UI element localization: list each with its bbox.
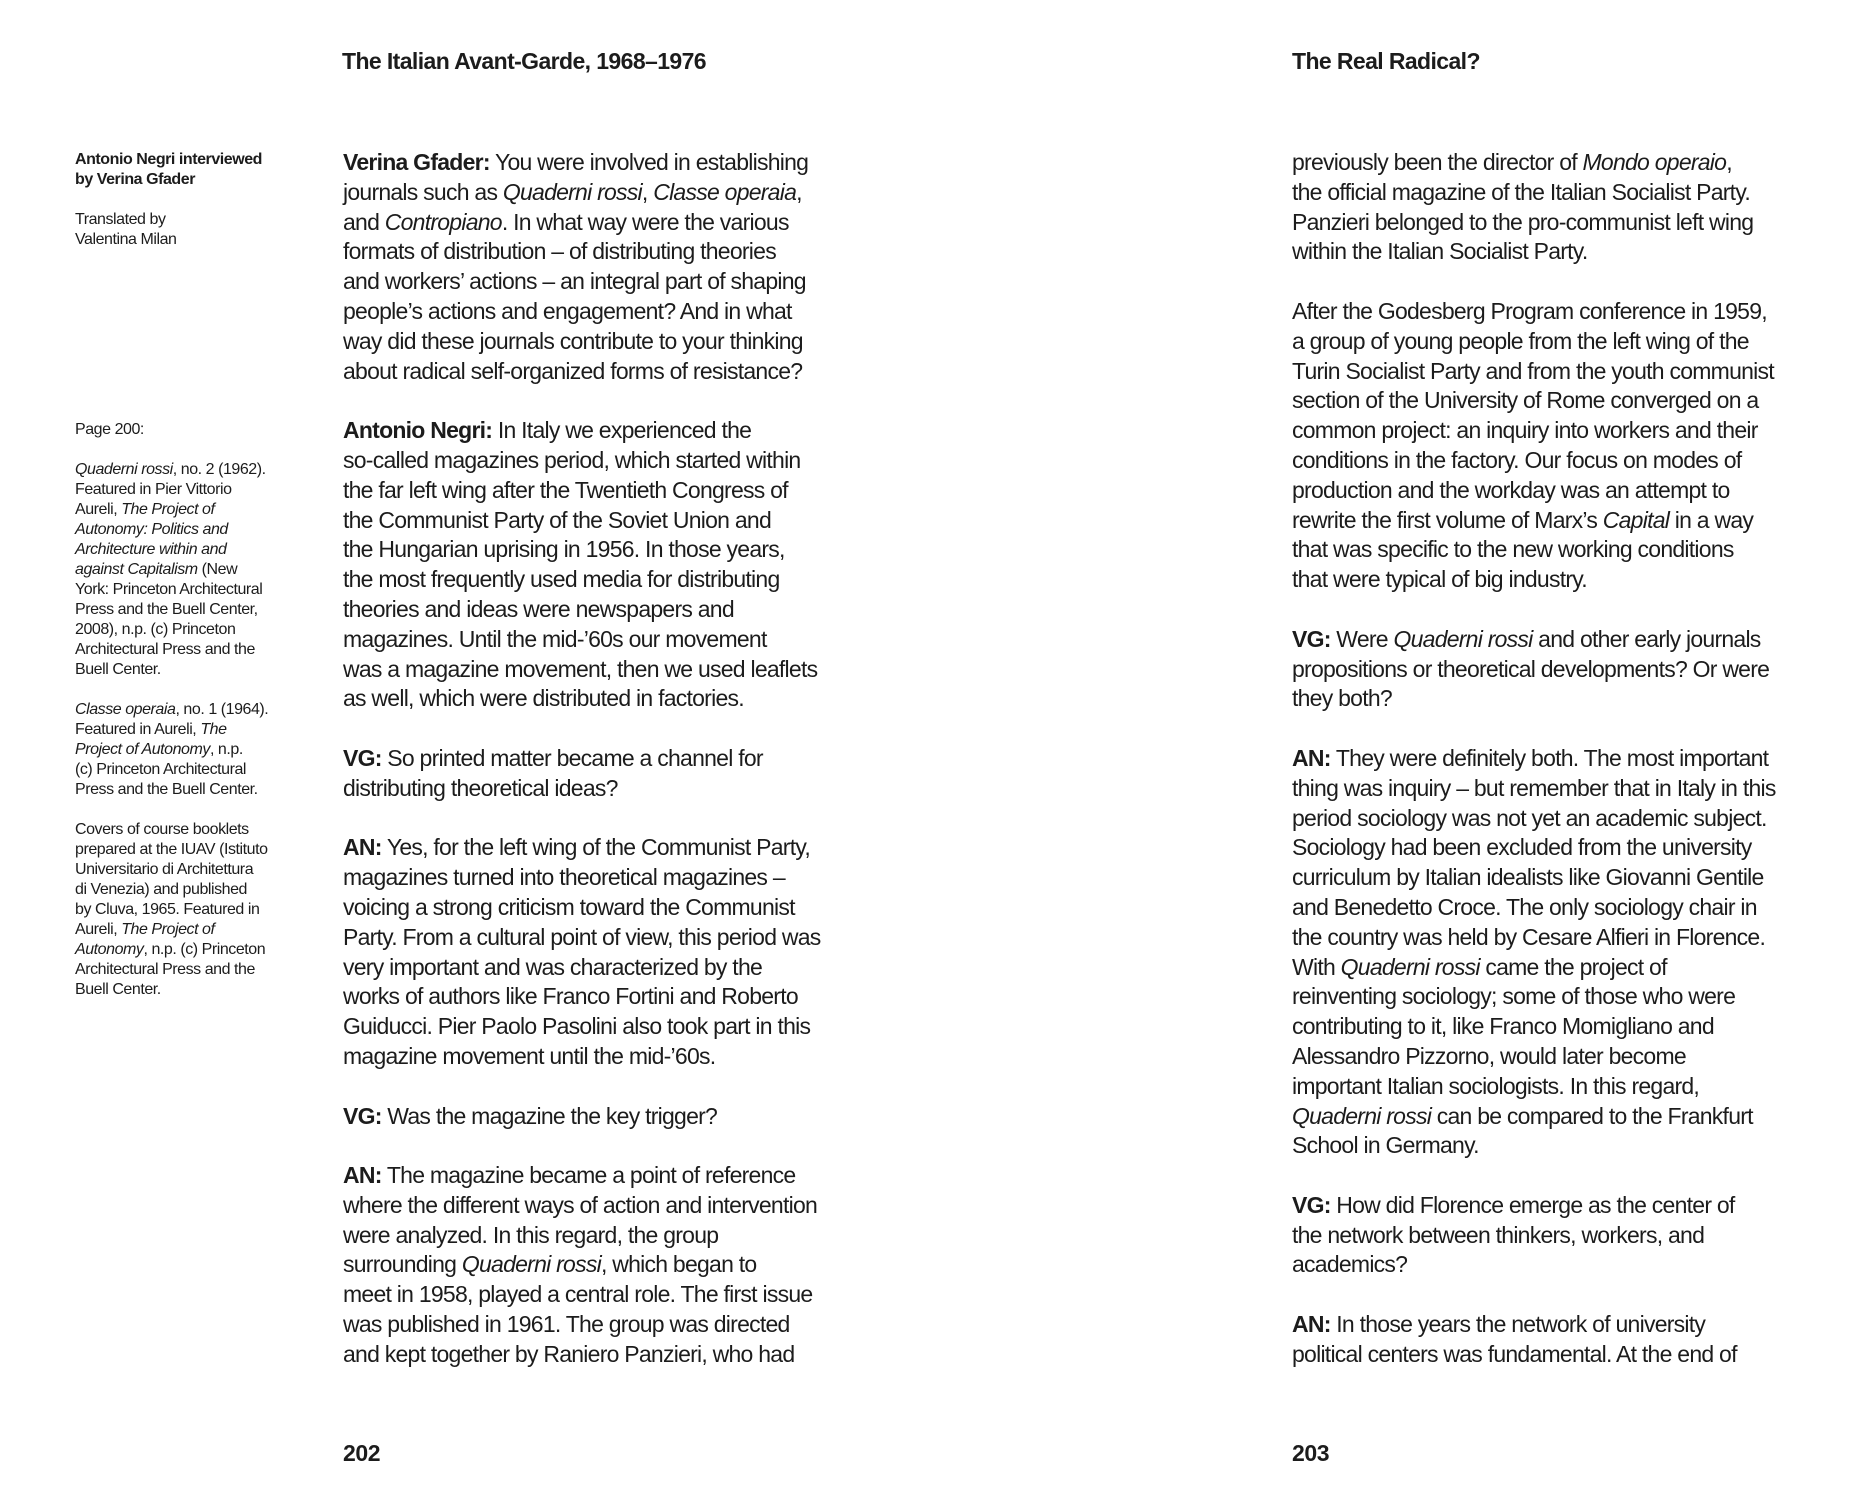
text-line: [1292, 1310, 1832, 1340]
italic-title: Autonomy: [75, 941, 144, 958]
text-line: [343, 535, 883, 565]
caption-line: [75, 480, 300, 500]
caption-line: [75, 620, 300, 640]
speaker-label: AN:: [343, 834, 382, 861]
caption-line: [75, 660, 300, 680]
text-run: the country was held by Cesare Alfieri in Florence.: [1292, 923, 1766, 950]
text-run: , no. 1 (1964).: [175, 701, 269, 718]
text-line: [343, 595, 883, 625]
credit-title-line: by Verina Gfader: [75, 171, 195, 188]
interview-paragraph: [343, 744, 883, 804]
caption-line: [75, 960, 300, 980]
caption-line: [75, 900, 300, 920]
text-line: [343, 833, 883, 863]
text-run: and workers’ actions – an integral part of shaping: [343, 268, 806, 295]
interview-paragraph: [343, 833, 883, 1071]
text-run: about radical self-organized forms of resistance?: [343, 357, 803, 384]
text-run: distributing theoretical ideas?: [343, 774, 618, 801]
text-line: [343, 655, 883, 685]
caption-line: [75, 740, 300, 760]
text-run: In Italy we experienced the: [492, 417, 752, 444]
text-line: [343, 1310, 883, 1340]
text-run: (New: [197, 561, 238, 578]
text-run: , n.p.: [209, 741, 243, 758]
text-line: [1292, 1191, 1832, 1221]
text-line: [1292, 327, 1832, 357]
text-run: the Communist Party of the Soviet Union and: [343, 506, 771, 533]
interview-paragraph: [343, 148, 883, 386]
italic-title: Contropiano: [384, 208, 502, 235]
text-run: common project: an inquiry into workers and their: [1292, 417, 1758, 444]
text-line: [1292, 208, 1832, 238]
interview-paragraph: [343, 416, 883, 714]
text-run: and: [343, 208, 385, 235]
caption-line: [75, 560, 300, 580]
caption-line: [75, 780, 300, 800]
text-run: (c) Princeton Architectural: [75, 761, 247, 778]
italic-title: against Capitalism: [75, 561, 198, 578]
italic-title: Quaderni rossi: [1340, 953, 1480, 980]
text-run: contributing to it, like Franco Momigliano and: [1292, 1013, 1714, 1040]
text-run: the official magazine of the Italian Socialist Party.: [1292, 178, 1750, 205]
translator-line: Valentina Milan: [75, 231, 177, 248]
text-run: ,: [1726, 149, 1732, 175]
text-run: Alessandro Pizzorno, would later become: [1292, 1042, 1686, 1069]
text-run: formats of distribution – of distributing theories: [343, 238, 776, 265]
text-line: [343, 416, 883, 446]
text-line: [1292, 744, 1832, 774]
text-run: conditions in the factory. Our focus on modes of: [1292, 446, 1742, 473]
caption-line: [75, 860, 300, 880]
text-line: [1292, 1102, 1832, 1132]
text-line: [1292, 1221, 1832, 1251]
text-line: [1292, 1340, 1832, 1370]
translator-credit: [75, 210, 300, 250]
interview-paragraph: [1292, 1310, 1832, 1370]
left-body-column: [343, 148, 883, 1399]
text-run: so-called magazines period, which started within: [343, 446, 801, 473]
caption-line: [75, 760, 300, 780]
caption-line: [75, 880, 300, 900]
text-run: rewrite the first volume of Marx’s: [1292, 506, 1603, 533]
text-run: and kept together by Raniero Panzieri, who had: [343, 1340, 795, 1367]
text-run: Universitario di Architettura: [75, 861, 254, 878]
italic-title: Quaderni rossi: [461, 1251, 601, 1278]
text-run: propositions or theoretical developments? Or were: [1292, 655, 1770, 682]
caption-line: [75, 520, 300, 540]
image-caption: [75, 700, 300, 800]
text-run: Were: [1330, 625, 1394, 652]
speaker-label: VG:: [1292, 1191, 1331, 1218]
interview-paragraph: [343, 1102, 883, 1132]
captions-list: [75, 460, 300, 1000]
text-line: [343, 982, 883, 1012]
text-line: [343, 178, 883, 208]
caption-line: [75, 820, 300, 840]
text-run: Aureli,: [75, 921, 122, 938]
text-line: [1292, 506, 1832, 536]
text-line: [343, 1221, 883, 1251]
sidebar-notes: [75, 150, 300, 998]
text-run: , n.p. (c) Princeton: [143, 941, 266, 958]
text-run: Architectural Press and the: [75, 641, 255, 658]
speaker-label: AN:: [1292, 1311, 1331, 1338]
text-run: period sociology was not yet an academic subject.: [1292, 804, 1767, 831]
text-run: School in Germany.: [1292, 1132, 1479, 1159]
text-run: and other early journals: [1532, 625, 1761, 652]
text-line: [343, 1102, 883, 1132]
text-run: surrounding: [343, 1251, 462, 1278]
text-run: academics?: [1292, 1251, 1408, 1278]
text-line: [343, 267, 883, 297]
text-run: previously been the director of: [1292, 149, 1583, 175]
text-line: [343, 684, 883, 714]
speaker-label: VG:: [343, 744, 382, 771]
text-line: [1292, 148, 1832, 178]
text-run: by Cluva, 1965. Featured in: [75, 901, 260, 918]
italic-title: The Project of: [121, 921, 215, 938]
text-run: they both?: [1292, 685, 1392, 712]
text-line: [343, 1161, 883, 1191]
text-run: came the project of: [1479, 953, 1667, 980]
caption-line: [75, 700, 300, 720]
text-line: [1292, 386, 1832, 416]
speaker-label: Antonio Negri:: [343, 417, 493, 444]
text-run: How did Florence emerge as the center of: [1330, 1191, 1735, 1218]
text-run: and Benedetto Croce. The only sociology chair in: [1292, 893, 1757, 920]
text-line: [343, 1250, 883, 1280]
text-run: can be compared to the Frankfurt: [1431, 1102, 1753, 1129]
text-run: important Italian sociologists. In this regard,: [1292, 1072, 1700, 1099]
text-run: , no. 2 (1962).: [172, 461, 266, 478]
caption-line: [75, 540, 300, 560]
text-run: the most frequently used media for distributing: [343, 566, 780, 593]
image-caption: [75, 820, 300, 1000]
text-line: [343, 1280, 883, 1310]
text-line: [343, 923, 883, 953]
text-run: So printed matter became a channel for: [381, 744, 763, 771]
text-line: [1292, 625, 1832, 655]
caption-line: [75, 640, 300, 660]
text-run: the far left wing after the Twentieth Congress of: [343, 476, 788, 503]
text-line: [343, 357, 883, 387]
text-run: magazine movement until the mid-’60s.: [343, 1042, 716, 1069]
text-line: [1292, 297, 1832, 327]
text-run: Architectural Press and the: [75, 961, 255, 978]
text-line: [1292, 1250, 1832, 1280]
image-captions: [75, 420, 300, 1020]
interview-paragraph: [1292, 744, 1832, 1161]
text-run: thing was inquiry – but remember that in Italy in this: [1292, 774, 1776, 801]
text-line: [1292, 982, 1832, 1012]
caption-line: [75, 500, 300, 520]
text-run: Press and the Buell Center.: [75, 781, 258, 798]
text-line: [343, 744, 883, 774]
text-line: [1292, 953, 1832, 983]
text-line: [1292, 684, 1832, 714]
text-line: [343, 1191, 883, 1221]
text-line: [343, 297, 883, 327]
text-line: [343, 953, 883, 983]
text-line: [343, 893, 883, 923]
italic-title: Quaderni rossi: [75, 461, 173, 478]
text-line: [1292, 893, 1832, 923]
text-line: [1292, 357, 1832, 387]
text-line: [343, 774, 883, 804]
caption-line: [75, 980, 300, 1000]
italic-title: Quaderni rossi: [1393, 625, 1533, 652]
text-run: where the different ways of action and intervention: [343, 1191, 818, 1218]
text-run: that was specific to the new working conditions: [1292, 536, 1734, 563]
right-page-number: 203: [1292, 1440, 1330, 1466]
speaker-label: VG:: [343, 1102, 382, 1129]
text-run: curriculum by Italian idealists like Giovanni Gentile: [1292, 864, 1764, 891]
image-caption: [75, 460, 300, 680]
text-line: [1292, 416, 1832, 446]
italic-title: Capital: [1602, 506, 1670, 533]
text-run: reinventing sociology; some of those who were: [1292, 983, 1736, 1010]
text-line: [1292, 1042, 1832, 1072]
text-run: York: Princeton Architectural: [75, 581, 263, 598]
italic-title: Autonomy: Politics and: [75, 521, 228, 538]
text-line: [343, 1340, 883, 1370]
right-running-head: The Real Radical?: [1292, 48, 1480, 74]
text-run: , which began to: [600, 1251, 757, 1278]
caption-line: [75, 580, 300, 600]
italic-title: Project of Autonomy: [75, 741, 210, 758]
interview-paragraph: [343, 1161, 883, 1370]
text-run: They were definitely both. The most important: [1330, 744, 1769, 771]
text-run: very important and was characterized by the: [343, 953, 763, 980]
text-run: the network between thinkers, workers, and: [1292, 1221, 1705, 1248]
text-run: Buell Center.: [75, 661, 161, 678]
text-line: [1292, 1012, 1832, 1042]
text-run: that were typical of big industry.: [1292, 566, 1587, 593]
text-line: [1292, 833, 1832, 863]
caption-line: [75, 460, 300, 480]
text-run: a group of young people from the left wing of the: [1292, 327, 1749, 354]
text-run: the Hungarian uprising in 1956. In those years,: [343, 536, 785, 563]
caption-line: [75, 720, 300, 740]
credit-title-line: Antonio Negri interviewed: [75, 151, 262, 168]
text-line: [343, 327, 883, 357]
interview-paragraph: [1292, 1191, 1832, 1280]
text-run: within the Italian Socialist Party.: [1292, 238, 1588, 265]
text-run: way did these journals contribute to your thinking: [343, 327, 803, 354]
caption-line: [75, 600, 300, 620]
speaker-label: Verina Gfader:: [343, 149, 490, 175]
speaker-label: VG:: [1292, 625, 1331, 652]
translator-line: Translated by: [75, 211, 166, 228]
text-run: With: [1292, 953, 1341, 980]
text-run: ,: [641, 178, 654, 205]
text-line: [1292, 804, 1832, 834]
text-run: journals such as: [343, 178, 503, 205]
text-run: The magazine became a point of reference: [381, 1162, 796, 1189]
caption-line: [75, 840, 300, 860]
text-run: political centers was fundamental. At the end of: [1292, 1340, 1737, 1367]
left-page-number: 202: [343, 1440, 381, 1466]
italic-title: Quaderni rossi: [1292, 1102, 1432, 1129]
text-line: [343, 1042, 883, 1072]
text-run: Sociology had been excluded from the university: [1292, 834, 1752, 861]
text-run: prepared at the IUAV (Istituto: [75, 841, 268, 858]
text-line: [343, 625, 883, 655]
text-run: Aureli,: [75, 501, 122, 518]
text-run: Party. From a cultural point of view, this period was: [343, 923, 821, 950]
right-body-column: [1292, 148, 1832, 1399]
text-run: Buell Center.: [75, 981, 161, 998]
caption-line: [75, 920, 300, 940]
italic-title: The: [200, 721, 227, 738]
text-run: Was the magazine the key trigger?: [381, 1102, 718, 1129]
text-line: [1292, 923, 1832, 953]
text-run: theories and ideas were newspapers and: [343, 595, 734, 622]
text-run: Featured in Aureli,: [75, 721, 201, 738]
text-line: [1292, 1072, 1832, 1102]
interview-paragraph: [1292, 148, 1832, 267]
text-line: [1292, 535, 1832, 565]
text-run: In those years the network of university: [1330, 1311, 1706, 1338]
text-run: ,: [796, 178, 802, 205]
text-run: . In what way were the various: [501, 208, 789, 235]
italic-title: Classe operaia: [75, 701, 176, 718]
text-run: works of authors like Franco Fortini and Roberto: [343, 983, 798, 1010]
text-line: [1292, 446, 1832, 476]
speaker-label: AN:: [1292, 744, 1331, 771]
text-run: di Venezia) and published: [75, 881, 248, 898]
text-line: [1292, 1131, 1832, 1161]
italic-title: Architecture within and: [75, 541, 227, 558]
text-run: Featured in Pier Vittorio: [75, 481, 232, 498]
text-line: [1292, 476, 1832, 506]
text-run: You were involved in establishing: [489, 149, 809, 175]
text-line: [343, 476, 883, 506]
text-run: voicing a strong criticism toward the Communist: [343, 893, 795, 920]
text-line: [343, 446, 883, 476]
text-run: Press and the Buell Center,: [75, 601, 258, 618]
text-line: [343, 237, 883, 267]
text-run: After the Godesberg Program conference in 1959,: [1292, 297, 1767, 324]
interview-paragraph: [1292, 625, 1832, 714]
italic-title: Quaderni rossi: [502, 178, 642, 205]
text-run: 2008), n.p. (c) Princeton: [75, 621, 236, 638]
text-run: magazines. Until the mid-’60s our movement: [343, 625, 767, 652]
text-run: in a way: [1669, 506, 1754, 533]
text-run: section of the University of Rome converged on a: [1292, 387, 1759, 414]
interview-credit: [75, 150, 300, 190]
text-run: as well, which were distributed in factories.: [343, 685, 744, 712]
text-run: magazines turned into theoretical magazines –: [343, 864, 785, 891]
italic-title: The Project of: [121, 501, 215, 518]
text-line: [1292, 774, 1832, 804]
text-run: Yes, for the left wing of the Communist Party,: [381, 834, 811, 861]
text-run: was a magazine movement, then we used leaflets: [343, 655, 818, 682]
text-run: Guiducci. Pier Paolo Pasolini also took part in this: [343, 1013, 811, 1040]
caption-line: [75, 940, 300, 960]
text-run: meet in 1958, played a central role. The first issue: [343, 1281, 813, 1308]
italic-title: Classe operaia: [653, 178, 797, 205]
text-line: [1292, 565, 1832, 595]
text-run: Turin Socialist Party and from the youth communist: [1292, 357, 1774, 384]
italic-title: Mondo operaio: [1582, 149, 1727, 175]
text-line: [343, 208, 883, 238]
text-run: people’s actions and engagement? And in what: [343, 297, 792, 324]
text-line: [1292, 655, 1832, 685]
left-running-head: The Italian Avant-Garde, 1968–1976: [342, 48, 706, 74]
captions-heading: Page 200:: [75, 421, 144, 438]
text-run: production and the workday was an attempt to: [1292, 476, 1730, 503]
speaker-label: AN:: [343, 1162, 382, 1189]
text-line: [1292, 863, 1832, 893]
text-line: [1292, 178, 1832, 208]
text-line: [343, 1012, 883, 1042]
text-run: were analyzed. In this regard, the group: [343, 1221, 719, 1248]
text-run: Panzieri belonged to the pro-communist left wing: [1292, 208, 1754, 235]
text-run: was published in 1961. The group was directed: [343, 1311, 790, 1338]
text-line: [343, 506, 883, 536]
text-line: [1292, 237, 1832, 267]
text-run: Covers of course booklets: [75, 821, 249, 838]
text-line: [343, 565, 883, 595]
text-line: [343, 863, 883, 893]
text-line: [343, 148, 883, 178]
interview-paragraph: [1292, 297, 1832, 595]
